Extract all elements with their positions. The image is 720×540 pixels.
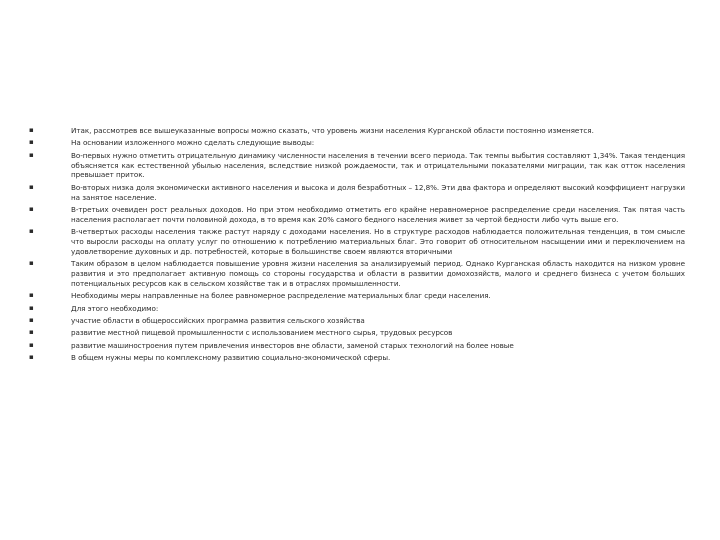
bullet-icon: ▪ (29, 138, 34, 147)
list-item (29, 304, 685, 314)
list-item (29, 151, 685, 180)
list-item-text: Для этого необходимо: (71, 303, 159, 313)
list-item (29, 353, 685, 363)
list-item (29, 291, 685, 301)
bullet-list (29, 126, 685, 365)
list-item (29, 183, 685, 203)
bullet-icon: ▪ (29, 150, 34, 159)
list-item (29, 205, 685, 225)
bullet-icon: ▪ (29, 227, 34, 236)
list-item-text: В-четвертых расходы населения также растут наряду с доходами населения. Но в структуре расходов наблюдается положительная тенденция, в том смысле что выросли расходы на оплату услуг по отношению к потреблению материальных благ. Это говорит об относительном насыщении ими и переключением на удовлетворение духовных и др. потребностей, которые в большинстве своем являются вторичными (71, 227, 685, 256)
bullet-icon: ▪ (29, 328, 34, 337)
list-item-text: Во-первых нужно отметить отрицательную динамику численности населения в течении всего периода. Так темпы выбытия составляют 1,34%. Такая тенденция объясняется как естественной убылью населения, вследствие низкой рождаемости, так и отрицательными показателями миграции, так как отток населения превышает приток. (71, 150, 685, 180)
bullet-icon: ▪ (29, 259, 34, 268)
list-item-text: Во-вторых низка доля экономически активного населения и высока и доля безработных – 12,8%. Эти два фактора и определяют высокий коэффициент нагрузки на занятое население. (71, 182, 685, 202)
bullet-icon: ▪ (29, 204, 34, 213)
bullet-icon: ▪ (29, 315, 34, 324)
list-item (29, 341, 685, 351)
list-item-text: развитие местной пищевой промышленности с использованием местного сырья, трудовых ресурсов (71, 328, 453, 338)
list-item-text: На основании изложенного можно сделать следующие выводы: (71, 138, 315, 148)
list-item (29, 227, 685, 256)
list-item (29, 259, 685, 288)
bullet-icon: ▪ (29, 126, 34, 134)
list-item-text: Необходимы меры направленные на более равномерное распределение материальных благ среди населения. (71, 291, 491, 301)
list-item-text: Таким образом в целом наблюдается повышение уровня жизни населения за анализируемый период. Однако Курганская область находится на низком уровне развития и это предполагает активную помощь со стороны государства и области в развитии домохозяйств, малого и среднего бизнеса с учетом больших потенциальных ресурсов как в сельском хозяйстве так и в отраслях промышленности. (71, 259, 685, 288)
list-item (29, 126, 685, 136)
bullet-icon: ▪ (29, 340, 34, 349)
bullet-icon: ▪ (29, 291, 34, 300)
bullet-icon: ▪ (29, 353, 34, 362)
bullet-icon: ▪ (29, 182, 34, 191)
list-item (29, 138, 685, 148)
bullet-icon: ▪ (29, 303, 34, 312)
list-item-text: участие области в общероссийских программа развития сельского хозяйства (71, 315, 365, 325)
list-item-text: В-третьих очевиден рост реальных доходов. Но при этом необходимо отметить его крайне неравномерное распределение среди населения. Так пятая часть населения располагает почти половиной дохода, в то время как 20% самого бедного населения живет за чертой бедности либо чуть выше его. (71, 204, 685, 224)
list-item-text: Итак, рассмотрев все вышеуказанные вопросы можно сказать, что уровень жизни населения Курганской области постоянно изменяется. (71, 126, 594, 135)
list-item-text: В общем нужны меры по комплексному развитию социально-экономической сферы. (71, 353, 391, 363)
list-item (29, 316, 685, 326)
list-item-text: развитие машиностроения путем привлечения инвесторов вне области, заменой старых технологий на более новые (71, 340, 514, 350)
list-item (29, 328, 685, 338)
